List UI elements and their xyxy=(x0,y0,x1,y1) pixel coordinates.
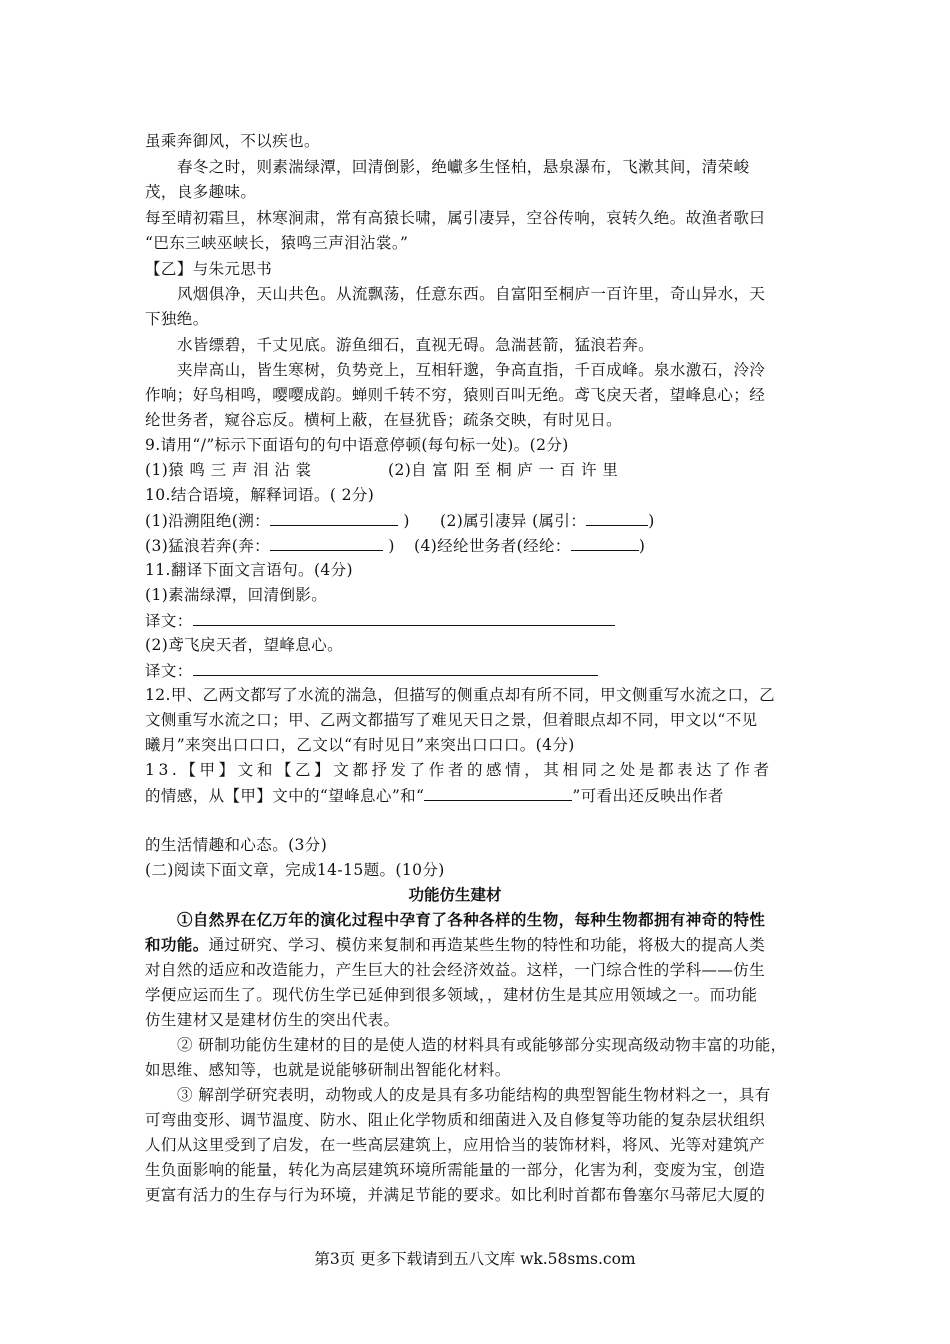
text-line: 曦月”来突出口口口，乙文以“有时见日”来突出口口口。(4分) xyxy=(145,736,575,754)
text-line: 的情感，从【甲】文中的“望峰息心”和“ ”可看出还反映出作者 xyxy=(145,787,724,805)
paragraph-3-line: 人们从这里受到了启发，在一些高层建筑上，应用恰当的装饰材料，将风、光等对建筑产 xyxy=(145,1136,766,1154)
text-line: 虽乘奔御风，不以疾也。 xyxy=(145,132,320,150)
question-9-item-2: (2)自 富 阳 至 桐 庐 一 百 许 里 xyxy=(388,461,619,479)
text-line: 作响；好鸟相鸣，嘤嘤成韵。蝉则千转不穷，猿则百叫无绝。鸢飞戾天者，望峰息心；经 xyxy=(145,386,766,404)
section-heading: (二)阅读下面文章，完成14-15题。(10分) xyxy=(145,861,445,879)
question-10: 10.结合语境，解释词语。( 2分) xyxy=(145,486,375,504)
answer-blank[interactable] xyxy=(424,785,572,801)
translation-line-2: 译文： xyxy=(145,660,598,681)
paragraph-3-line: 生负面影响的能量，转化为高层建筑环境所需能量的一部分，化害为利，变废为宝，创造 xyxy=(145,1161,766,1179)
text-line: 风烟俱净，天山共色。从流飘荡，任意东西。自富阳至桐庐一百许里，奇山异水，天 xyxy=(177,285,766,303)
paragraph-1-line: 仿生建材又是建材仿生的突出代表。 xyxy=(145,1011,400,1029)
article-title: 功能仿生建材 xyxy=(408,886,502,904)
question-13: 13.【甲】文和【乙】文都抒发了作者的感情，其相同之处是都表达了作者 xyxy=(145,761,773,779)
answer-blank[interactable] xyxy=(193,660,598,676)
text-line: 夹岸高山，皆生寒树，负势竞上，互相轩邈，争高直指，千百成峰。泉水激石，泠泠 xyxy=(177,361,766,379)
text-line: 水皆缥碧，千丈见底。游鱼细石，直视无碍。急湍甚箭，猛浪若奔。 xyxy=(177,336,655,354)
answer-blank[interactable] xyxy=(193,610,615,626)
paragraph-3-line: ③ 解剖学研究表明，动物或人的皮是具有多功能结构的典型智能生物材料之一，具有 xyxy=(177,1086,771,1104)
answer-blank[interactable] xyxy=(270,535,383,551)
question-11-item-2: (2)鸢飞戾天者，望峰息心。 xyxy=(145,636,344,654)
paragraph-2-line: ② 研制功能仿生建材的目的是使人造的材料具有或能够部分实现高级动物丰富的功能， xyxy=(177,1036,787,1054)
paragraph-1-line: 学便应运而生了。现代仿生学已延伸到很多领域，，建材仿生是其应用领域之一。而功能 xyxy=(145,986,758,1004)
text-line: 每至晴初霜旦，林寒涧肃，常有高猿长啸，属引凄异，空谷传响，哀转久绝。故渔者歌曰 xyxy=(145,209,766,227)
paragraph-3-line: 更富有活力的生存与行为环境，并满足节能的要求。如比利时首都布鲁塞尔马蒂尼大厦的 xyxy=(145,1186,766,1204)
question-9: 9.请用“/”标示下面语句的句中语意停顿(每句标一处)。(2分) xyxy=(145,436,569,454)
section-heading: 【乙】与朱元思书 xyxy=(145,260,273,278)
question-10-item-4: (4)经纶世务者(经纶： ) xyxy=(414,537,646,555)
question-9-item-1: (1)猿 鸣 三 声 泪 沾 裳 xyxy=(145,461,312,479)
paragraph-2-line: 如思维、感知等，也就是说能够研制出智能化材料。 xyxy=(145,1061,511,1079)
page-footer: 第3页 更多下载请到五八文库 wk.58sms.com xyxy=(314,1250,636,1268)
text-line: 文侧重写水流之口；甲、乙两文都描写了难见天日之景，但着眼点却不同，甲文以“不见 xyxy=(145,711,758,729)
translation-line-1: 译文： xyxy=(145,610,615,631)
text-line: 茂，良多趣味。 xyxy=(145,183,257,201)
question-10-item-3: (3)猛浪若奔(奔： ) xyxy=(145,537,395,555)
question-10-item-2: (2)属引凄异 (属引： ) xyxy=(440,512,655,530)
text-line: 春冬之时，则素湍绿潭，回清倒影，绝巘多生怪柏，悬泉瀑布，飞漱其间，清荣峻 xyxy=(177,158,750,176)
paragraph-1-line: ①自然界在亿万年的演化过程中孕育了各种各样的生物，每种生物都拥有神奇的特性 xyxy=(177,910,766,929)
text-line: 下独绝。 xyxy=(145,310,209,328)
question-12: 12.甲、乙两文都写了水流的湍急，但描写的侧重点却有所不同，甲文侧重写水流之口，乙 xyxy=(145,686,776,704)
answer-blank[interactable] xyxy=(571,535,639,551)
text-line: 纶世务者，窥谷忘反。横柯上蔽，在昼犹昏；疏条交映，有时见日。 xyxy=(145,411,623,429)
paragraph-1-line: 对自然的适应和改造能力，产生巨大的社会经济效益。这样，一门综合性的学科——仿生 xyxy=(145,961,766,979)
question-10-item-1: (1)沿溯阻绝(溯： ) xyxy=(145,512,410,530)
text-line: “巴东三峡巫峡长，猿鸣三声泪沾裳。” xyxy=(145,234,409,252)
answer-blank[interactable] xyxy=(270,510,398,526)
text-line: 的生活情趣和心态。(3分) xyxy=(145,836,328,854)
paragraph-1-line: 和功能。通过研究、学习、模仿来复制和再造某些生物的特性和功能，将极大的提高人类 xyxy=(145,935,766,954)
question-11-item-1: (1)素湍绿潭，回清倒影。 xyxy=(145,586,328,604)
answer-blank[interactable] xyxy=(586,510,648,526)
question-11: 11.翻译下面文言语句。(4分) xyxy=(145,561,354,579)
paragraph-3-line: 可弯曲变形、调节温度、防水、阻止化学物质和细菌进入及自修复等功能的复杂层状组织 xyxy=(145,1111,766,1129)
